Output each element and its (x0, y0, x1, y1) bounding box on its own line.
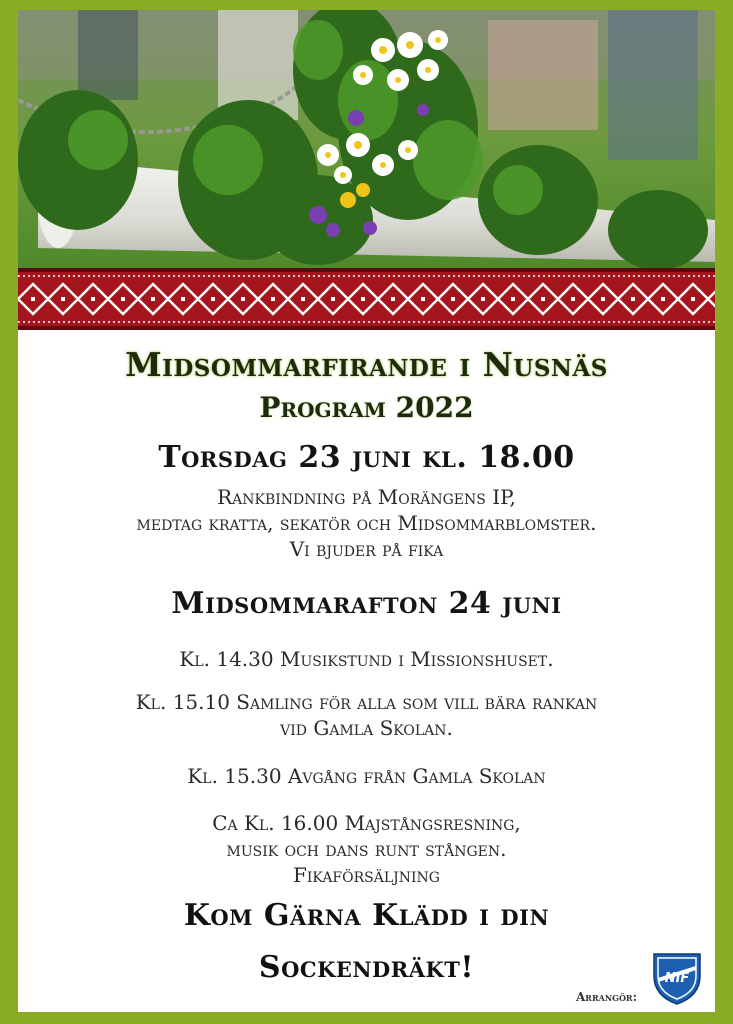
poster-subtitle: Program 2022 (259, 391, 474, 424)
eve-heading: Midsommarafton 24 juni (171, 586, 562, 621)
ribbon-border-bottom (18, 326, 715, 330)
eve-item-4-line-1: Ca Kl. 16.00 Majstångsresning, (212, 811, 521, 835)
eve-item-2-line-2: vid Gamla Skolan. (280, 716, 453, 740)
eve-item-3-line-1: Kl. 15.30 Avgång från Gamla Skolan (187, 764, 546, 788)
poster (18, 10, 715, 1012)
thursday-line-2: medtag kratta, sekatör och Midsommarblomster. (136, 511, 597, 535)
eve-item-4-line-2: musik och dans runt stången. (226, 837, 507, 861)
woven-ribbon (18, 268, 715, 330)
footer-line-2: Sockendräkt! (258, 950, 475, 985)
ribbon-border-top (18, 268, 715, 272)
nif-logo (650, 950, 704, 1006)
eve-item-1-line-1: Kl. 14.30 Musikstund i Missionshuset. (179, 647, 554, 671)
eve-item-2-line-1: Kl. 15.10 Samling för alla som vill bära rankan (135, 690, 598, 714)
maypole-photo (18, 10, 715, 268)
maypole-illustration (18, 10, 715, 268)
thursday-heading: Torsdag 23 juni kl. 18.00 (158, 440, 575, 475)
thursday-line-3: Vi bjuder på fika (289, 537, 444, 561)
organizer-label: Arrangör: (576, 990, 638, 1004)
thursday-line-1: Rankbindning på Morängens IP, (217, 485, 516, 509)
logo-text: NIF (664, 971, 690, 986)
poster-title: Midsommarfirande i Nusnäs (125, 345, 608, 384)
eve-item-4-line-3: Fikaförsäljning (293, 863, 440, 887)
ribbon-pattern (18, 268, 715, 330)
footer-line-1: Kom Gärna Klädd i din (183, 898, 550, 933)
